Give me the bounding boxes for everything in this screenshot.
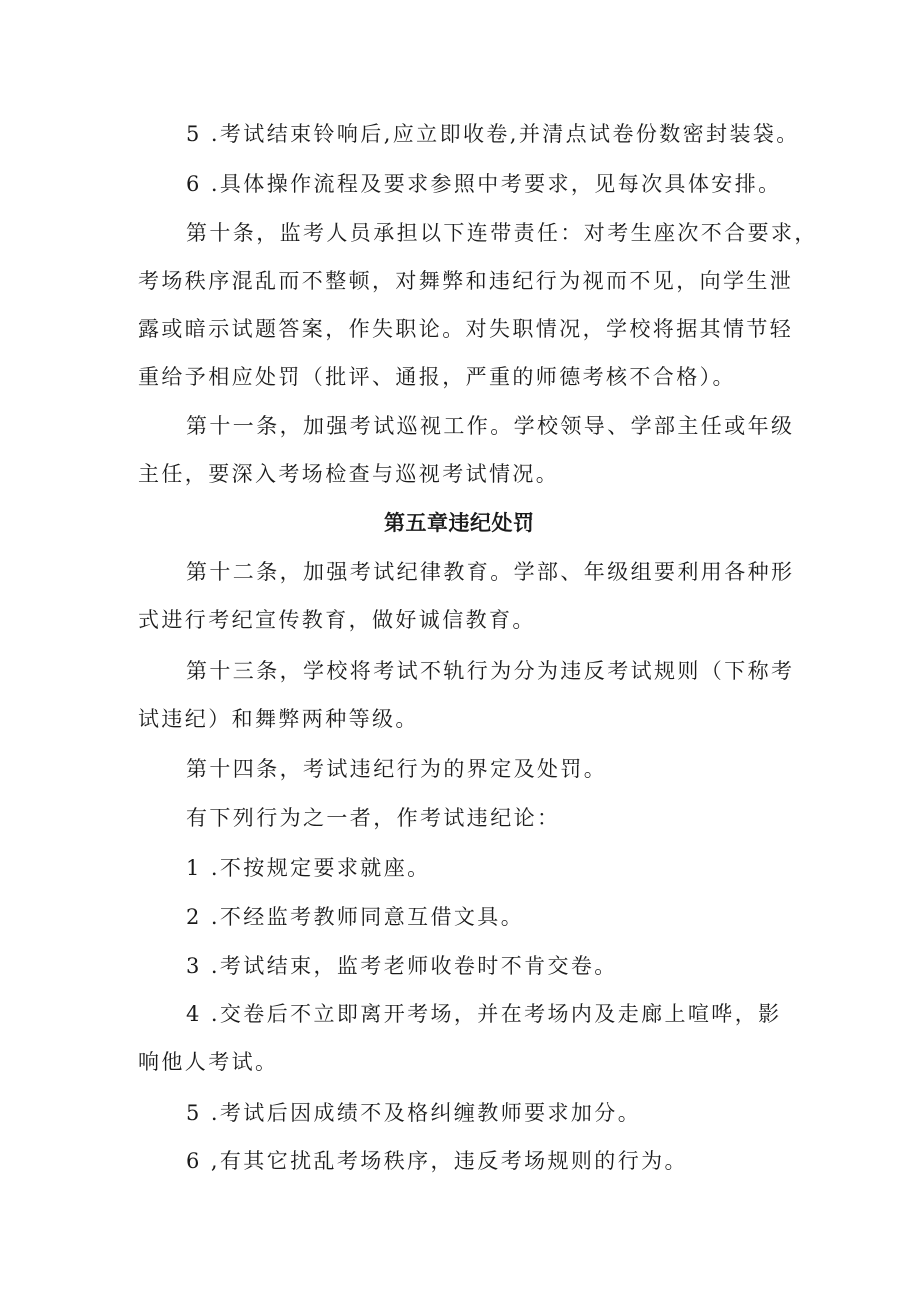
paragraph-line: 式进行考纪宣传教育，做好诚信教育。	[138, 608, 536, 632]
list-item: 6 ,有其它扰乱考场秩序，违反考场规则的行为。	[186, 1149, 688, 1173]
list-item: 4 .交卷后不立即离开考场，并在考场内及走廊上喧哗，影	[186, 1002, 782, 1026]
paragraph-line: 主任，要深入考场检查与巡视考试情况。	[138, 462, 560, 486]
list-item: 5 .考试后因成绩不及格纠缠教师要求加分。	[186, 1101, 642, 1125]
paragraph-line: 第十一条，加强考试巡视工作。学校领导、学部主任或年级	[186, 414, 795, 438]
list-item: 2 .不经监考教师同意互借文具。	[186, 905, 525, 929]
list-item-continuation: 响他人考试。	[138, 1050, 279, 1074]
paragraph-line: 重给予相应处罚（批评、通报，严重的师德考核不合格）。	[138, 365, 736, 389]
paragraph-line: 第十条，监考人员承担以下连带责任：对考生座次不合要求，	[186, 221, 818, 245]
paragraph-line: 有下列行为之一者，作考试违纪论：	[186, 806, 561, 830]
paragraph-line: 露或暗示试题答案，作失职论。对失职情况，学校将据其情节轻	[138, 317, 794, 341]
paragraph-line: 第十四条，考试违纪行为的界定及处罚。	[186, 757, 608, 781]
paragraph-line: 第十三条，学校将考试不轨行为分为违反考试规则（下称考	[186, 659, 795, 683]
paragraph-line: 考场秩序混乱而不整顿，对舞弊和违纪行为视而不见，向学生泄	[138, 269, 794, 293]
list-item: 3 .考试结束，监考老师收卷时不肯交卷。	[186, 954, 618, 978]
paragraph-line: 第十二条，加强考试纪律教育。学部、年级组要利用各种形	[186, 560, 795, 584]
paragraph-line: 6 .具体操作流程及要求参照中考要求，见每次具体安排。	[186, 172, 782, 196]
paragraph-line: 试违纪）和舞弊两种等级。	[138, 707, 419, 731]
paragraph-line: 5 .考试结束铃响后,应立即收卷,并清点试卷份数密封装袋。	[186, 122, 800, 146]
list-item: 1 .不按规定要求就座。	[186, 856, 431, 880]
chapter-heading: 第五章违纪处罚	[384, 511, 535, 535]
